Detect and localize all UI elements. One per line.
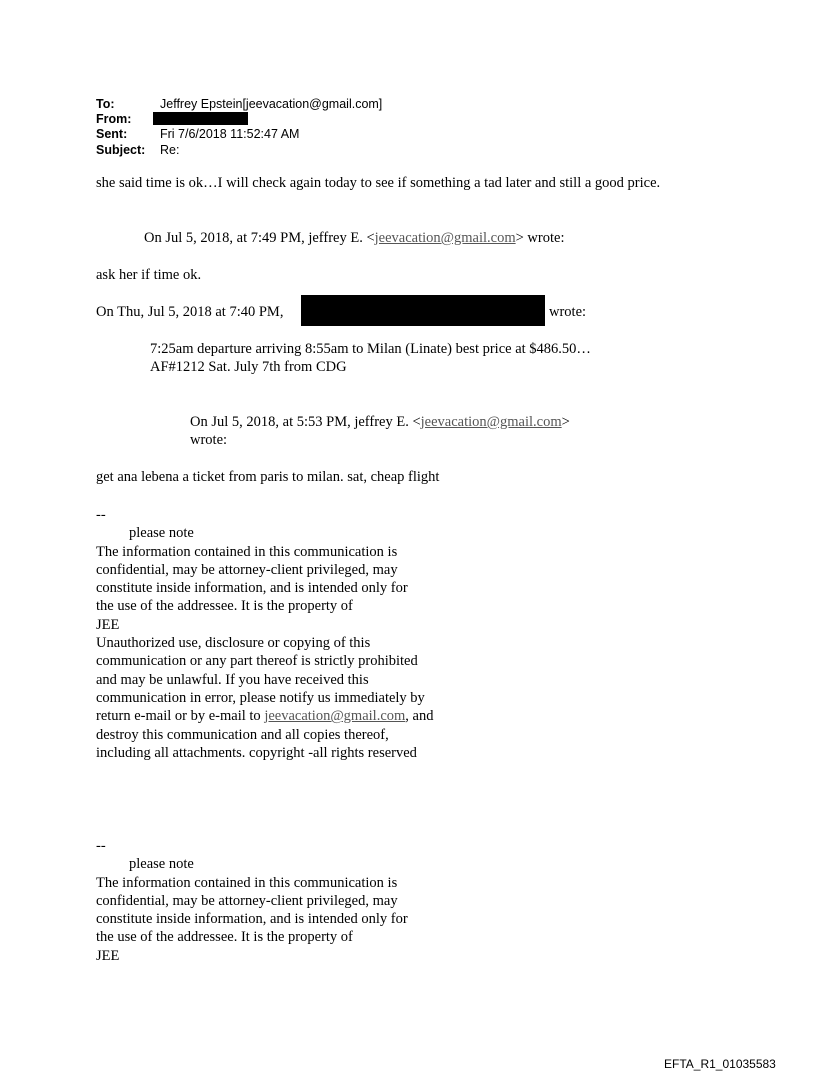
disclaimer-block-2	[96, 837, 408, 965]
disclaimer-line: including all attachments. copyright -all rights reserved	[96, 744, 417, 761]
disclaimer-line: the use of the addressee. It is the property of	[96, 929, 353, 946]
please-note: please note	[129, 856, 194, 873]
disclaimer-line: communication or any part thereof is strictly prohibited	[96, 653, 418, 670]
from-redaction	[153, 112, 248, 125]
disclaimer-line: communication in error, please notify us immediately by	[96, 689, 425, 706]
disclaimer-return-line	[96, 707, 433, 725]
quote-header-1-suffix: > wrote:	[515, 230, 565, 246]
ask-text: ask her if time ok.	[96, 267, 202, 283]
disclaimer-block-1	[96, 506, 433, 762]
quote-header-2-suffix: wrote:	[549, 304, 587, 320]
disclaimer-line: constitute inside information, and is intended only for	[96, 580, 408, 597]
quote-header-3	[190, 413, 570, 431]
disclaimer-line: Unauthorized use, disclosure or copying of this	[96, 635, 371, 652]
disclaimer-line: The information contained in this communication is	[96, 874, 398, 891]
disclaimer-line: destroy this communication and all copies thereof,	[96, 726, 389, 743]
reply-text: she said time is ok…I will check again today to see if something a tad later and still a good price.	[96, 175, 661, 191]
return-prefix: return e-mail or by e-mail to	[96, 708, 265, 725]
disclaimer-line: constitute inside information, and is intended only for	[96, 911, 408, 928]
quote-header-3-prefix: On Jul 5, 2018, at 5:53 PM, jeffrey E. <	[190, 414, 421, 430]
quote-header-2-prefix: On Thu, Jul 5, 2018 at 7:40 PM,	[96, 304, 284, 320]
disclaimer-line: and may be unlawful. If you have received this	[96, 671, 369, 688]
flight-details-line-2: AF#1212 Sat. July 7th from CDG	[150, 359, 347, 375]
quote-header-3-suffix: >	[561, 414, 570, 430]
document-id: EFTA_R1_01035583	[664, 1057, 776, 1071]
sent-value: Fri 7/6/2018 11:52:47 AM	[160, 127, 300, 141]
signature-separator: --	[96, 507, 106, 523]
request-text: get ana lebena a ticket from paris to milan. sat, cheap flight	[96, 469, 440, 485]
quote-header-1-email-link[interactable]: jeevacation@gmail.com	[374, 230, 516, 246]
quote-header-1	[144, 229, 564, 247]
return-suffix: , and	[405, 708, 434, 725]
quote-header-3-wrote: wrote:	[190, 432, 228, 448]
disclaimer-line: confidential, may be attorney-client privileged, may	[96, 561, 398, 578]
quote-header-3-email-link[interactable]: jeevacation@gmail.com	[420, 414, 562, 430]
quote-header-1-prefix: On Jul 5, 2018, at 7:49 PM, jeffrey E. <	[144, 230, 375, 246]
signature-separator: --	[96, 838, 106, 854]
disclaimer-line: The information contained in this communication is	[96, 543, 398, 560]
disclaimer-line: JEE	[96, 616, 120, 633]
disclaimer-line: the use of the addressee. It is the property of	[96, 598, 353, 615]
from-label: From:	[96, 112, 132, 126]
disclaimer-email-link[interactable]: jeevacation@gmail.com	[264, 708, 406, 725]
disclaimer-line: confidential, may be attorney-client privileged, may	[96, 892, 398, 909]
to-value: Jeffrey Epstein[jeevacation@gmail.com]	[160, 97, 383, 111]
to-label: To:	[96, 97, 115, 111]
sender-redaction	[301, 295, 545, 326]
please-note: please note	[129, 525, 194, 542]
disclaimer-line: JEE	[96, 947, 120, 964]
flight-details-line-1: 7:25am departure arriving 8:55am to Milan (Linate) best price at $486.50…	[150, 341, 591, 357]
subject-value: Re:	[160, 143, 180, 157]
subject-label: Subject:	[96, 143, 146, 157]
sent-label: Sent:	[96, 127, 128, 141]
